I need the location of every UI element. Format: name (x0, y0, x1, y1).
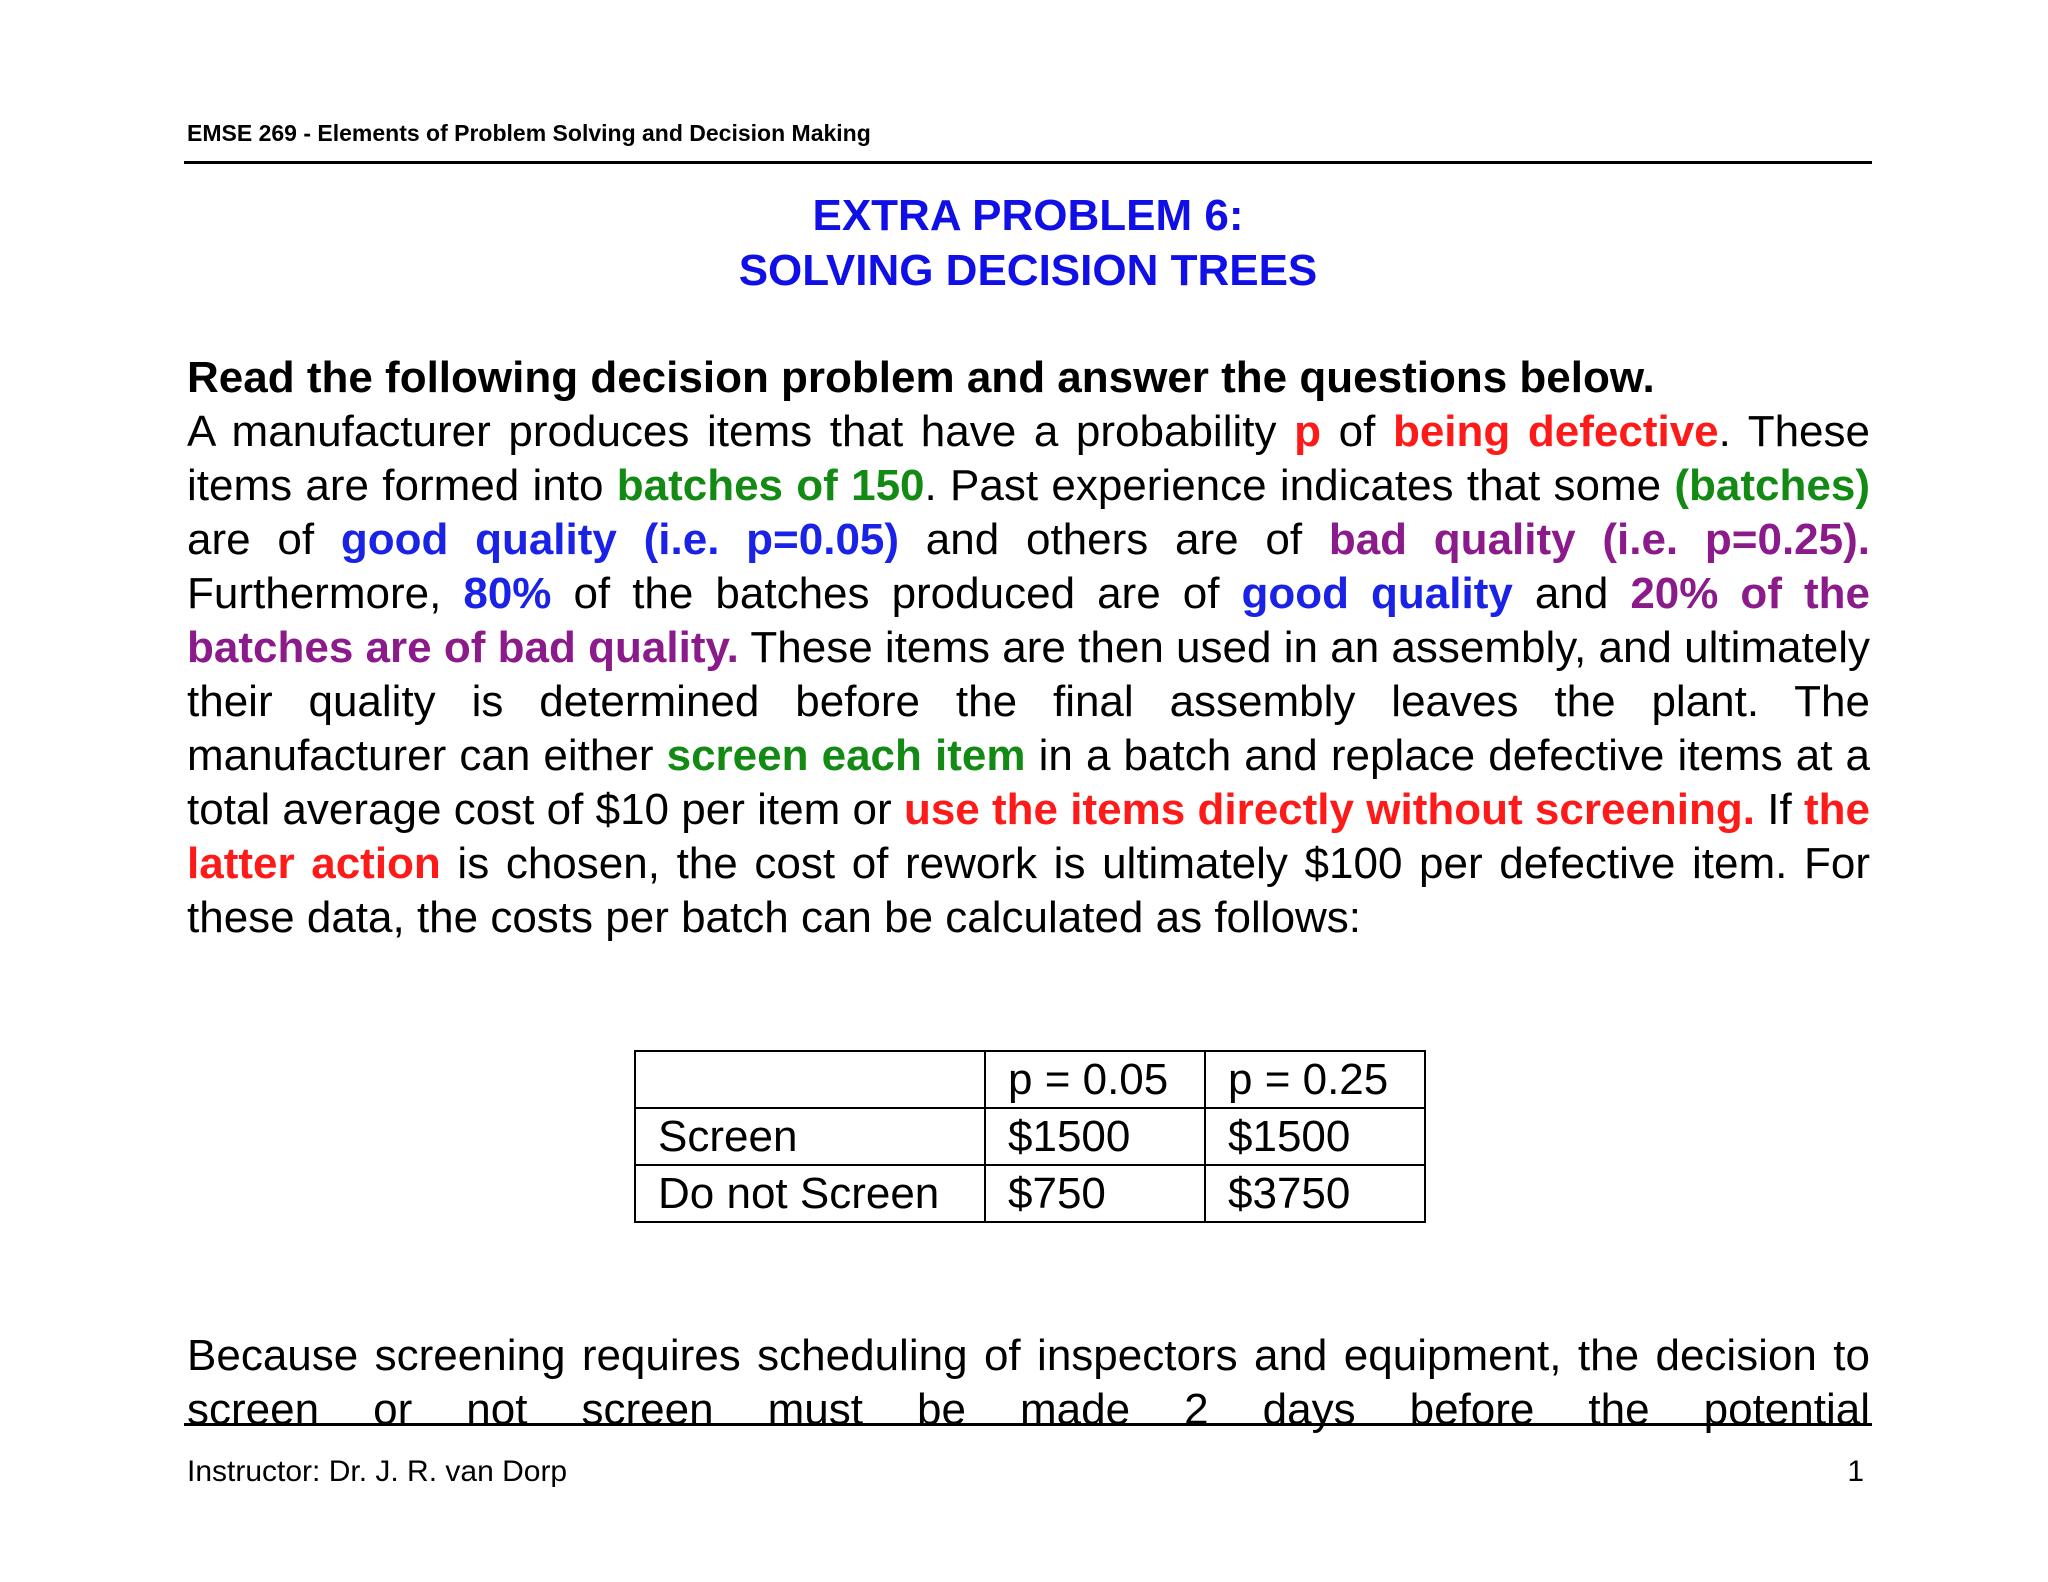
title-line-1: EXTRA PROBLEM 6: (812, 191, 1244, 240)
highlight-20-percent-bad: 20% of the batches are of bad quality. (187, 569, 1871, 672)
text-segment: and (1512, 569, 1631, 618)
text-segment: Furthermore, (187, 569, 464, 618)
text-segment: in a batch and replace defective items at a total average cost of $10 per item or (187, 731, 1871, 834)
text-segment: . These items are formed into (187, 407, 1870, 510)
continuation-paragraph: Because screening requires scheduling of inspectors and equipment, the decision to screen or not screen must be made 2 days before the potential (187, 1331, 1870, 1434)
page-number: 1 (1847, 1455, 1864, 1488)
instruction-lead: Read the following decision problem and answer the questions below. (187, 353, 1655, 402)
table-cell: $3750 (1205, 1165, 1425, 1222)
table-row (635, 1165, 1425, 1222)
page-title (184, 188, 1872, 298)
highlight-latter-action: the latter action (187, 785, 1870, 888)
footer-rule (184, 1423, 1872, 1426)
highlight-batches: (batches) (1674, 461, 1870, 510)
table-cell: $1500 (985, 1108, 1205, 1165)
text-segment: These items are then used in an assembly, and ultimately their quality is determined before the final assembly leaves the plant. The manufacturer can either (187, 623, 1870, 780)
table-header-cell (635, 1051, 985, 1108)
highlight-bad-quality-p: bad quality (i.e. p=0.25). (1328, 515, 1870, 564)
table-row (635, 1108, 1425, 1165)
table-header-cell: p = 0.25 (1205, 1051, 1425, 1108)
highlight-good-quality-p: good quality (i.e. p=0.05) (340, 515, 900, 564)
highlight-batches-of-150: batches of 150 (616, 461, 925, 510)
table-header-row (635, 1051, 1425, 1108)
text-segment: of the batches produced are of (551, 569, 1242, 618)
problem-statement (187, 351, 1870, 945)
course-header: EMSE 269 - Elements of Problem Solving and Decision Making (187, 120, 871, 146)
text-segment: If (1755, 785, 1804, 834)
table-cell: Do not Screen (635, 1165, 985, 1222)
highlight-good-quality: good quality (1241, 569, 1513, 618)
title-line-2: SOLVING DECISION TREES (738, 246, 1318, 295)
highlight-screen-each-item: screen each item (666, 731, 1026, 780)
text-segment: are of (187, 515, 341, 564)
text-segment: . Past experience indicates that some (924, 461, 1675, 510)
highlight-p: p (1294, 407, 1321, 456)
highlight-use-items-directly: use the items directly without screening. (903, 785, 1756, 834)
table-header-cell: p = 0.05 (985, 1051, 1205, 1108)
cost-table (634, 1050, 1426, 1223)
text-segment: A manufacturer produces items that have a probability (187, 407, 1295, 456)
table-cell: $750 (985, 1165, 1205, 1222)
highlight-being-defective: being defective (1392, 407, 1719, 456)
highlight-80-percent: 80% (463, 569, 552, 618)
text-segment: and others are of (899, 515, 1329, 564)
table-cell: Screen (635, 1108, 985, 1165)
text-segment: of (1320, 407, 1393, 456)
instructor-footer: Instructor: Dr. J. R. van Dorp (187, 1455, 568, 1488)
header-rule (184, 161, 1872, 164)
table-cell: $1500 (1205, 1108, 1425, 1165)
text-segment: is chosen, the cost of rework is ultimately $100 per defective item. For these data, the costs per batch can be calculated as follows: (187, 839, 1870, 942)
problem-paragraph (187, 405, 1870, 945)
